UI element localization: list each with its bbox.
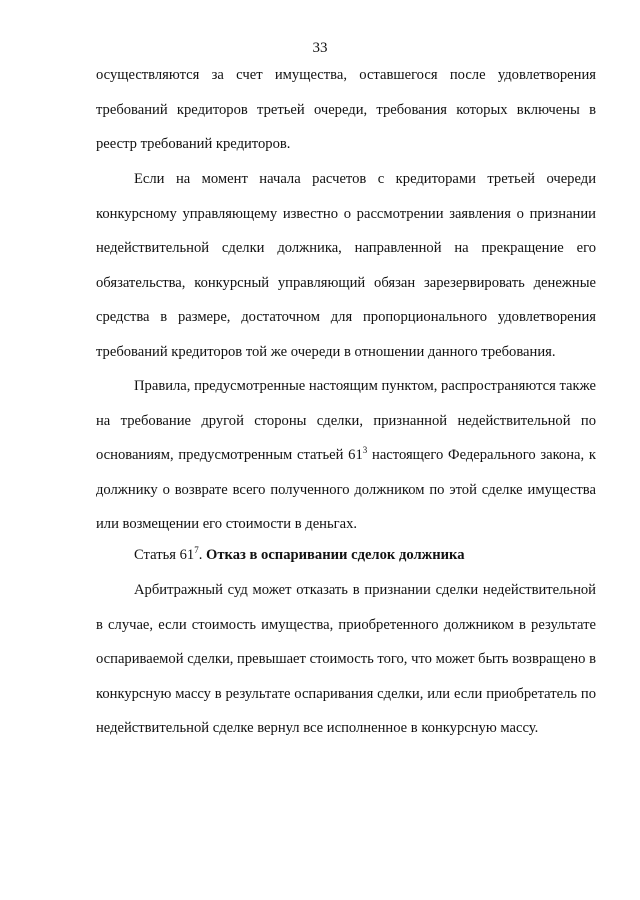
article-separator: . [198, 547, 206, 563]
paragraph-rules-extension [96, 369, 596, 542]
paragraph-continuation: осуществляются за счет имущества, оставшегося после удовлетворения требований кредиторов третьей очереди, требования которых включены в реестр требований кредиторов. [96, 67, 596, 152]
article-number-superscript: 7 [194, 545, 199, 555]
paragraph-rules-text-start: Правила, предусмотренные настоящим пунктом, распространяются также на требование другой стороны сделки, признанной недействительной по основаниям, предусмотренным статьей 61 [96, 378, 596, 463]
article-superscript-reference: 3 [362, 445, 368, 455]
page-number: 33 [312, 40, 328, 56]
article-prefix: Статья 61 [134, 547, 195, 563]
article-title: Отказ в оспаривании сделок должника [205, 547, 465, 563]
paragraph-rules-text-end: настоящего Федерального закона, к должнику о возврате всего полученного должником по этой сделке имущества или возмещении его стоимости в деньгах. [96, 447, 596, 532]
article-body-paragraph: Арбитражный суд может отказать в признании сделки недействительной в случае, если стоимость имущества, приобретенного должником в результате оспариваемой сделки, превышает стоимость того, что может быть возвращено в конкурсную массу в результате оспаривания сделки, или если приобретатель по недействительной сделке вернул все исполненное в конкурсную массу. [96, 582, 596, 736]
article-heading [134, 538, 594, 573]
paragraph-reserve-funds: Если на момент начала расчетов с кредиторами третьей очереди конкурсному управляющему известно о рассмотрении заявления о признании недействительной сделки должника, направленной на прекращение его обязательства, конкурсный управляющий обязан зарезервировать денежные средства в размере, достаточном для пропорционального удовлетворения требований кредиторов той же очереди в отношении данного требования. [96, 171, 596, 360]
